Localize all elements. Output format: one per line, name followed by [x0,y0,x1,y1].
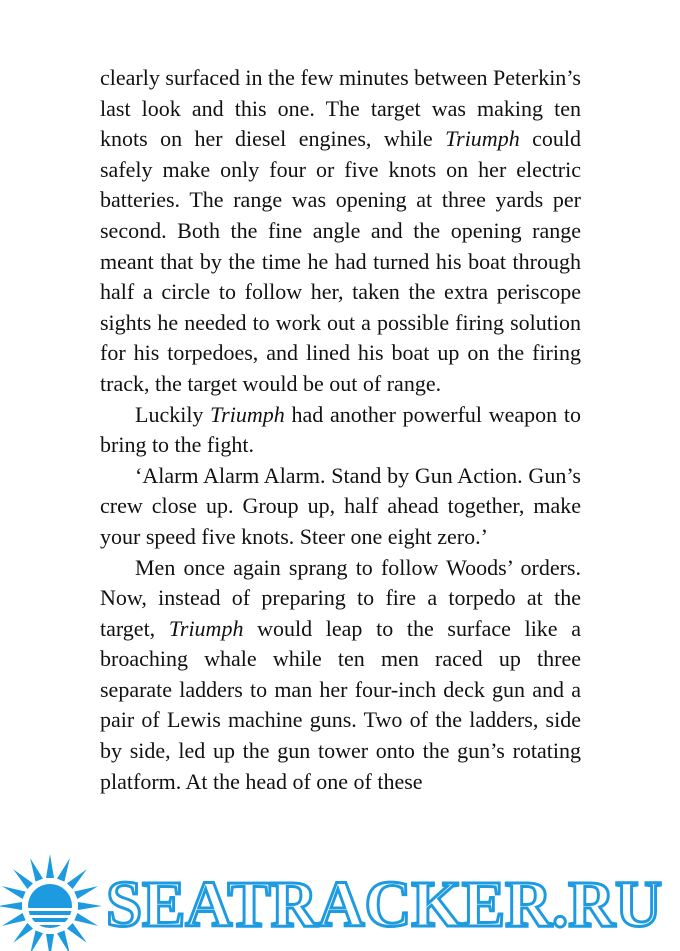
text-run: clearly surfaced in the few minutes between Peterkin’s last look and this one. The target was making ten knots on her diesel engines, while [100,65,581,152]
text-run: ‘Alarm Alarm Alarm. Stand by Gun Action. Gun’s crew close up. Group up, half ahead together, make your speed five knots. Steer one eight zero.’ [100,462,581,549]
ship-name: Triumph [168,615,244,641]
text-run: had another powerful weapon to bring to the fight. [100,401,581,458]
text-run: could safely make only four or five knots on her electric batteries. The range was opening at three yards per second. Both the fine angle and the opening range meant that by the time he had turned his boat through half a circle to follow her, taken the extra periscope sights he needed to work out a possible firing solution for his torpedoes, and lined his boat up on the firing track, the target would be out of range. [100,126,581,396]
sun-icon [0,854,102,951]
paragraph-4 [100,553,581,798]
watermark-text: SEATRACKER.RU [106,868,662,941]
paragraph-1 [100,63,581,400]
text-run: Men once again sprang to follow Woods’ orders. Now, instead of preparing to fire a torpedo at the target, [100,554,581,641]
text-run: would leap to the surface like a broaching whale while ten men raced up three separate ladders to man her four-inch deck gun and a pair of Lewis machine guns. Two of the ladders, side by side, led up the gun tower onto the gun’s rotating platform. At the head of one of these [100,615,581,794]
watermark [0,848,680,951]
text-run: Luckily [135,401,211,427]
ship-name: Triumph [210,401,285,427]
body-text [100,63,581,797]
ship-name: Triumph [445,126,520,152]
paragraph-2 [100,400,581,461]
paragraph-3 [100,461,581,553]
